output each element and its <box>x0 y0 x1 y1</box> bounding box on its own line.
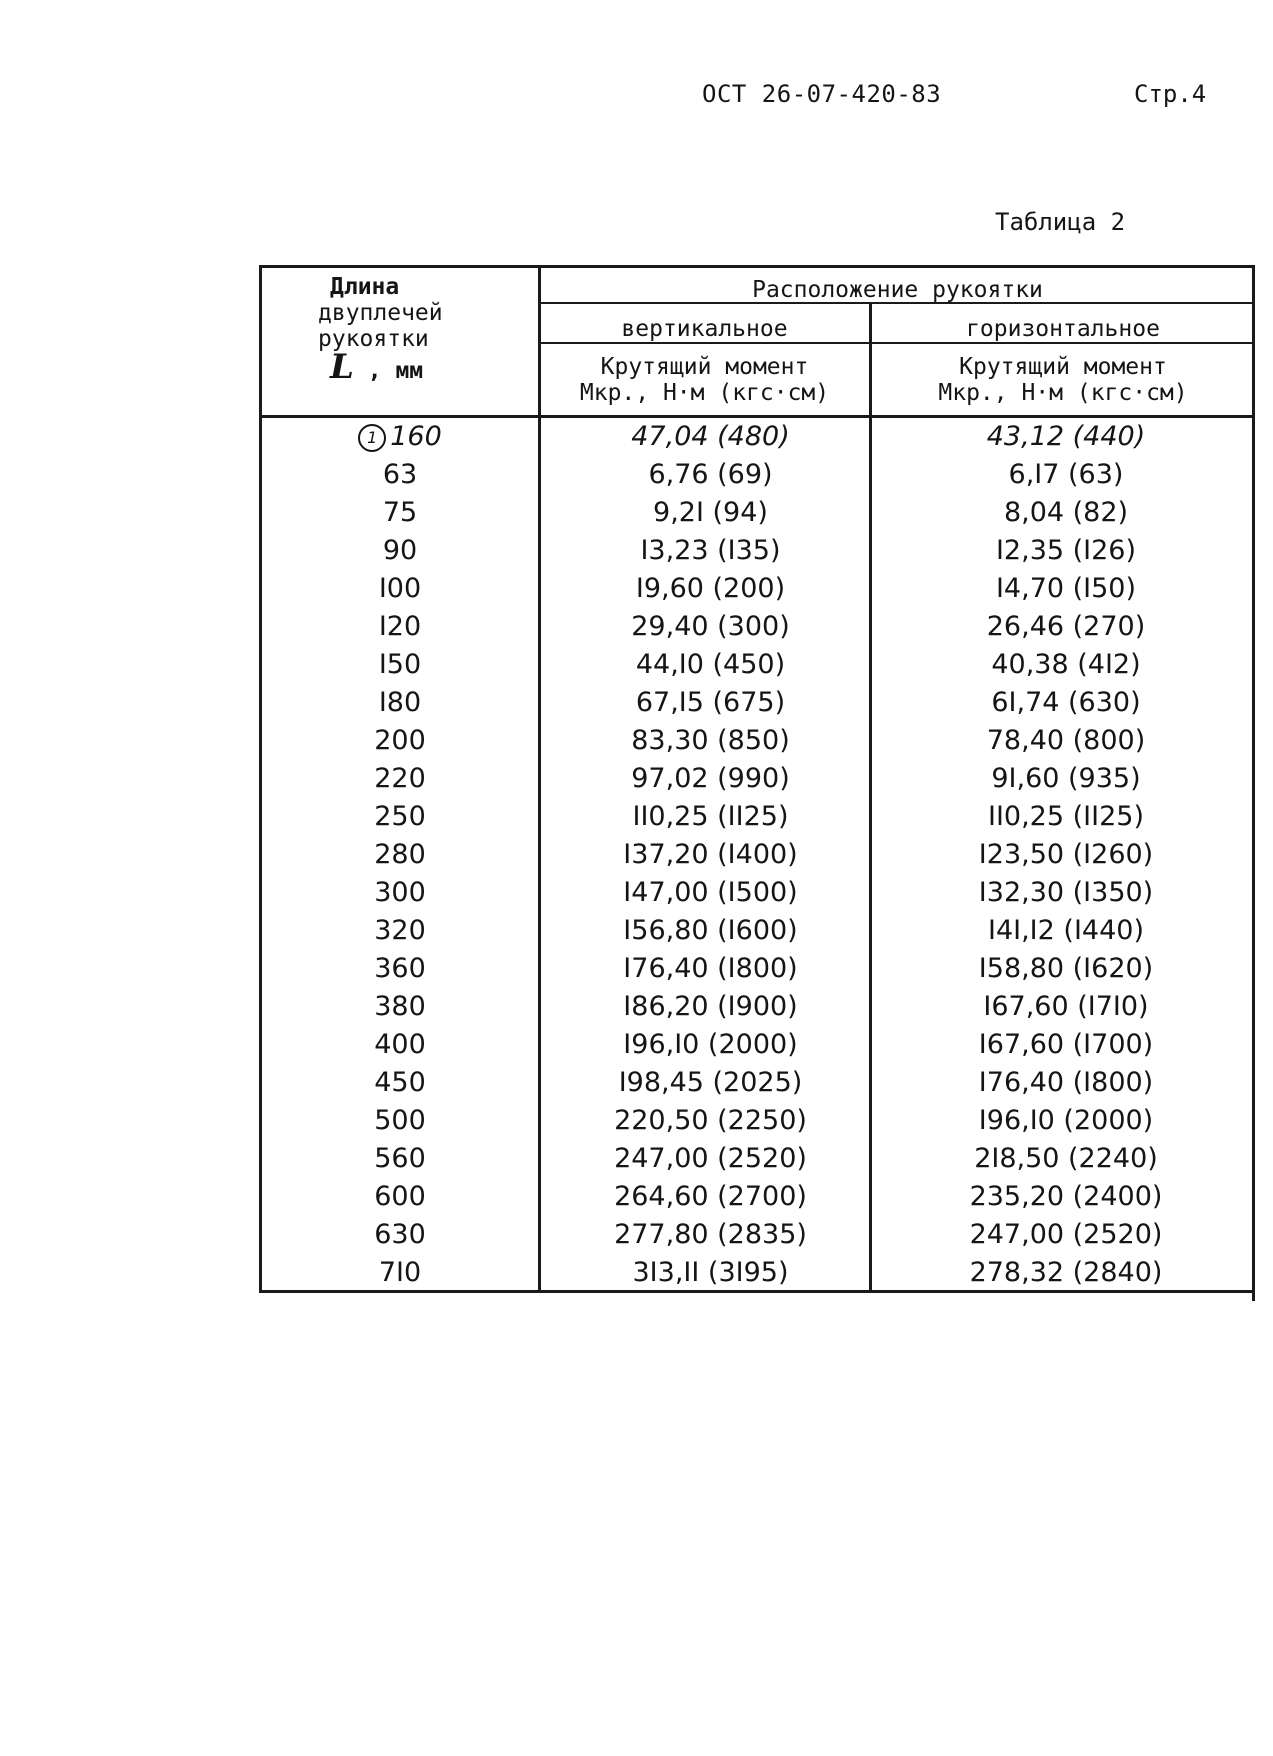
length-cell: 280 <box>374 839 426 870</box>
horizontal-torque-column <box>876 418 1256 1292</box>
vertical-torque-cell: I3,23 (I35) <box>640 535 781 566</box>
vertical-torque-cell: 47,04 (480) <box>631 421 790 452</box>
vertical-torque-cell: 220,50 (2250) <box>614 1105 807 1136</box>
horizontal-torque-cell: I96,I0 (2000) <box>978 1105 1154 1136</box>
vertical-quantity-line-2: Мкр., Н·м (кгс·см) <box>579 380 830 406</box>
horizontal-quantity-line-1: Крутящий момент <box>959 354 1167 380</box>
horizontal-torque-cell: I32,30 (I350) <box>978 877 1154 908</box>
vertical-torque-cell: II0,25 (II25) <box>632 801 789 832</box>
length-cell: 560 <box>374 1143 426 1174</box>
length-cell: 380 <box>374 991 426 1022</box>
vertical-torque-cell: 67,I5 (675) <box>635 687 786 718</box>
length-cell: I50 <box>378 649 422 680</box>
horizontal-torque-cell: 78,40 (800) <box>986 725 1146 756</box>
vertical-torque-cell: 44,I0 (450) <box>635 649 786 680</box>
horizontal-torque-cell: I67,60 (I7I0) <box>983 991 1149 1022</box>
horizontal-subheader: горизонтальное <box>966 316 1160 342</box>
length-symbol: L <box>330 347 354 387</box>
length-cell: 450 <box>374 1067 426 1098</box>
vertical-torque-cell: I76,40 (I800) <box>623 953 798 984</box>
length-unit: , мм <box>367 358 424 384</box>
horizontal-torque-cell: 43,12 (440) <box>986 421 1146 452</box>
horizontal-torque-cell: 40,38 (4I2) <box>991 649 1141 680</box>
length-cell: 200 <box>374 725 426 756</box>
length-cell: 7I0 <box>378 1257 422 1288</box>
vertical-torque-cell: I47,00 (I500) <box>623 877 798 908</box>
length-cell: 90 <box>382 535 418 566</box>
length-cell: 320 <box>374 915 426 946</box>
horizontal-torque-cell: 278,32 (2840) <box>969 1257 1163 1288</box>
horizontal-quantity-line-2: Мкр., Н·м (кгс·см) <box>938 380 1188 406</box>
vertical-torque-cell: I9,60 (200) <box>635 573 786 604</box>
document-code: ОСТ 26-07-420-83 <box>702 80 942 108</box>
length-cell: 250 <box>374 801 426 832</box>
vertical-torque-cell: I56,80 (I600) <box>623 915 798 946</box>
column-divider-1 <box>538 265 541 1293</box>
horizontal-quantity-label <box>871 354 1255 406</box>
length-header <box>318 274 488 387</box>
vertical-torque-column <box>548 418 873 1292</box>
handle-position-header: Расположение рукоятки <box>752 277 1043 303</box>
vertical-torque-cell: 9,2I (94) <box>653 497 768 528</box>
horizontal-torque-cell: I76,40 (I800) <box>978 1067 1154 1098</box>
table-left-border <box>259 265 262 1293</box>
vertical-torque-cell: 6,76 (69) <box>648 459 773 490</box>
horizontal-torque-cell: 6I,74 (630) <box>991 687 1141 718</box>
horizontal-torque-cell: I67,60 (I700) <box>978 1029 1154 1060</box>
vertical-torque-cell: I96,I0 (2000) <box>623 1029 798 1060</box>
vertical-quantity-line-1: Крутящий момент <box>600 354 809 380</box>
horizontal-torque-cell: 9I,60 (935) <box>991 763 1141 794</box>
horizontal-torque-cell: 2I8,50 (2240) <box>974 1143 1158 1174</box>
horizontal-torque-cell: 26,46 (270) <box>986 611 1146 642</box>
length-cell: 160 <box>390 421 442 452</box>
horizontal-torque-cell: II0,25 (II25) <box>988 801 1144 832</box>
length-cell: I80 <box>378 687 422 718</box>
length-header-line-2: двуплечей <box>318 300 443 326</box>
length-cell: I00 <box>378 573 422 604</box>
page-number: Стр.4 <box>1134 80 1207 108</box>
length-cell: 360 <box>374 953 426 984</box>
vertical-subheader: вертикальное <box>621 316 788 342</box>
length-header-line-1: Длина <box>330 274 400 300</box>
horizontal-torque-cell: I2,35 (I26) <box>995 535 1137 566</box>
length-column <box>330 418 470 1292</box>
vertical-torque-cell: I37,20 (I400) <box>623 839 798 870</box>
length-cell: 63 <box>382 459 418 490</box>
length-cell: 400 <box>374 1029 426 1060</box>
length-cell: 75 <box>382 497 418 528</box>
vertical-quantity-label <box>540 354 869 406</box>
vertical-torque-cell: 29,40 (300) <box>631 611 790 642</box>
horizontal-torque-cell: 6,I7 (63) <box>1008 459 1124 490</box>
vertical-torque-cell: 277,80 (2835) <box>614 1219 807 1250</box>
table-caption: Таблица 2 <box>995 208 1126 236</box>
horizontal-torque-cell: 247,00 (2520) <box>969 1219 1163 1250</box>
horizontal-torque-cell: I23,50 (I260) <box>978 839 1154 870</box>
vertical-torque-cell: 83,30 (850) <box>631 725 790 756</box>
horizontal-torque-cell: I4I,I2 (I440) <box>988 915 1144 946</box>
length-header-unit <box>318 347 488 387</box>
table-row <box>330 418 470 456</box>
vertical-torque-cell: 264,60 (2700) <box>614 1181 807 1212</box>
vertical-torque-cell: 3I3,II (3I95) <box>632 1257 789 1288</box>
horizontal-torque-cell: 8,04 (82) <box>1003 497 1129 528</box>
vertical-torque-cell: 247,00 (2520) <box>614 1143 807 1174</box>
length-cell: I20 <box>378 611 422 642</box>
length-cell: 600 <box>374 1181 426 1212</box>
length-header-line-3: рукоятки <box>318 326 429 352</box>
horizontal-torque-cell: 235,20 (2400) <box>969 1181 1163 1212</box>
vertical-torque-cell: I86,20 (I900) <box>623 991 798 1022</box>
horizontal-torque-cell: I58,80 (I620) <box>978 953 1154 984</box>
table-top-border <box>259 265 1255 268</box>
length-cell: 630 <box>374 1219 426 1250</box>
horizontal-torque-cell: I4,70 (I50) <box>995 573 1137 604</box>
vertical-torque-cell: 97,02 (990) <box>631 763 790 794</box>
change-mark-icon: 1 <box>358 424 386 452</box>
length-cell: 500 <box>374 1105 426 1136</box>
subheader-rule <box>538 342 1255 344</box>
length-cell: 300 <box>374 877 426 908</box>
vertical-torque-cell: I98,45 (2025) <box>618 1067 803 1098</box>
length-cell: 220 <box>374 763 426 794</box>
